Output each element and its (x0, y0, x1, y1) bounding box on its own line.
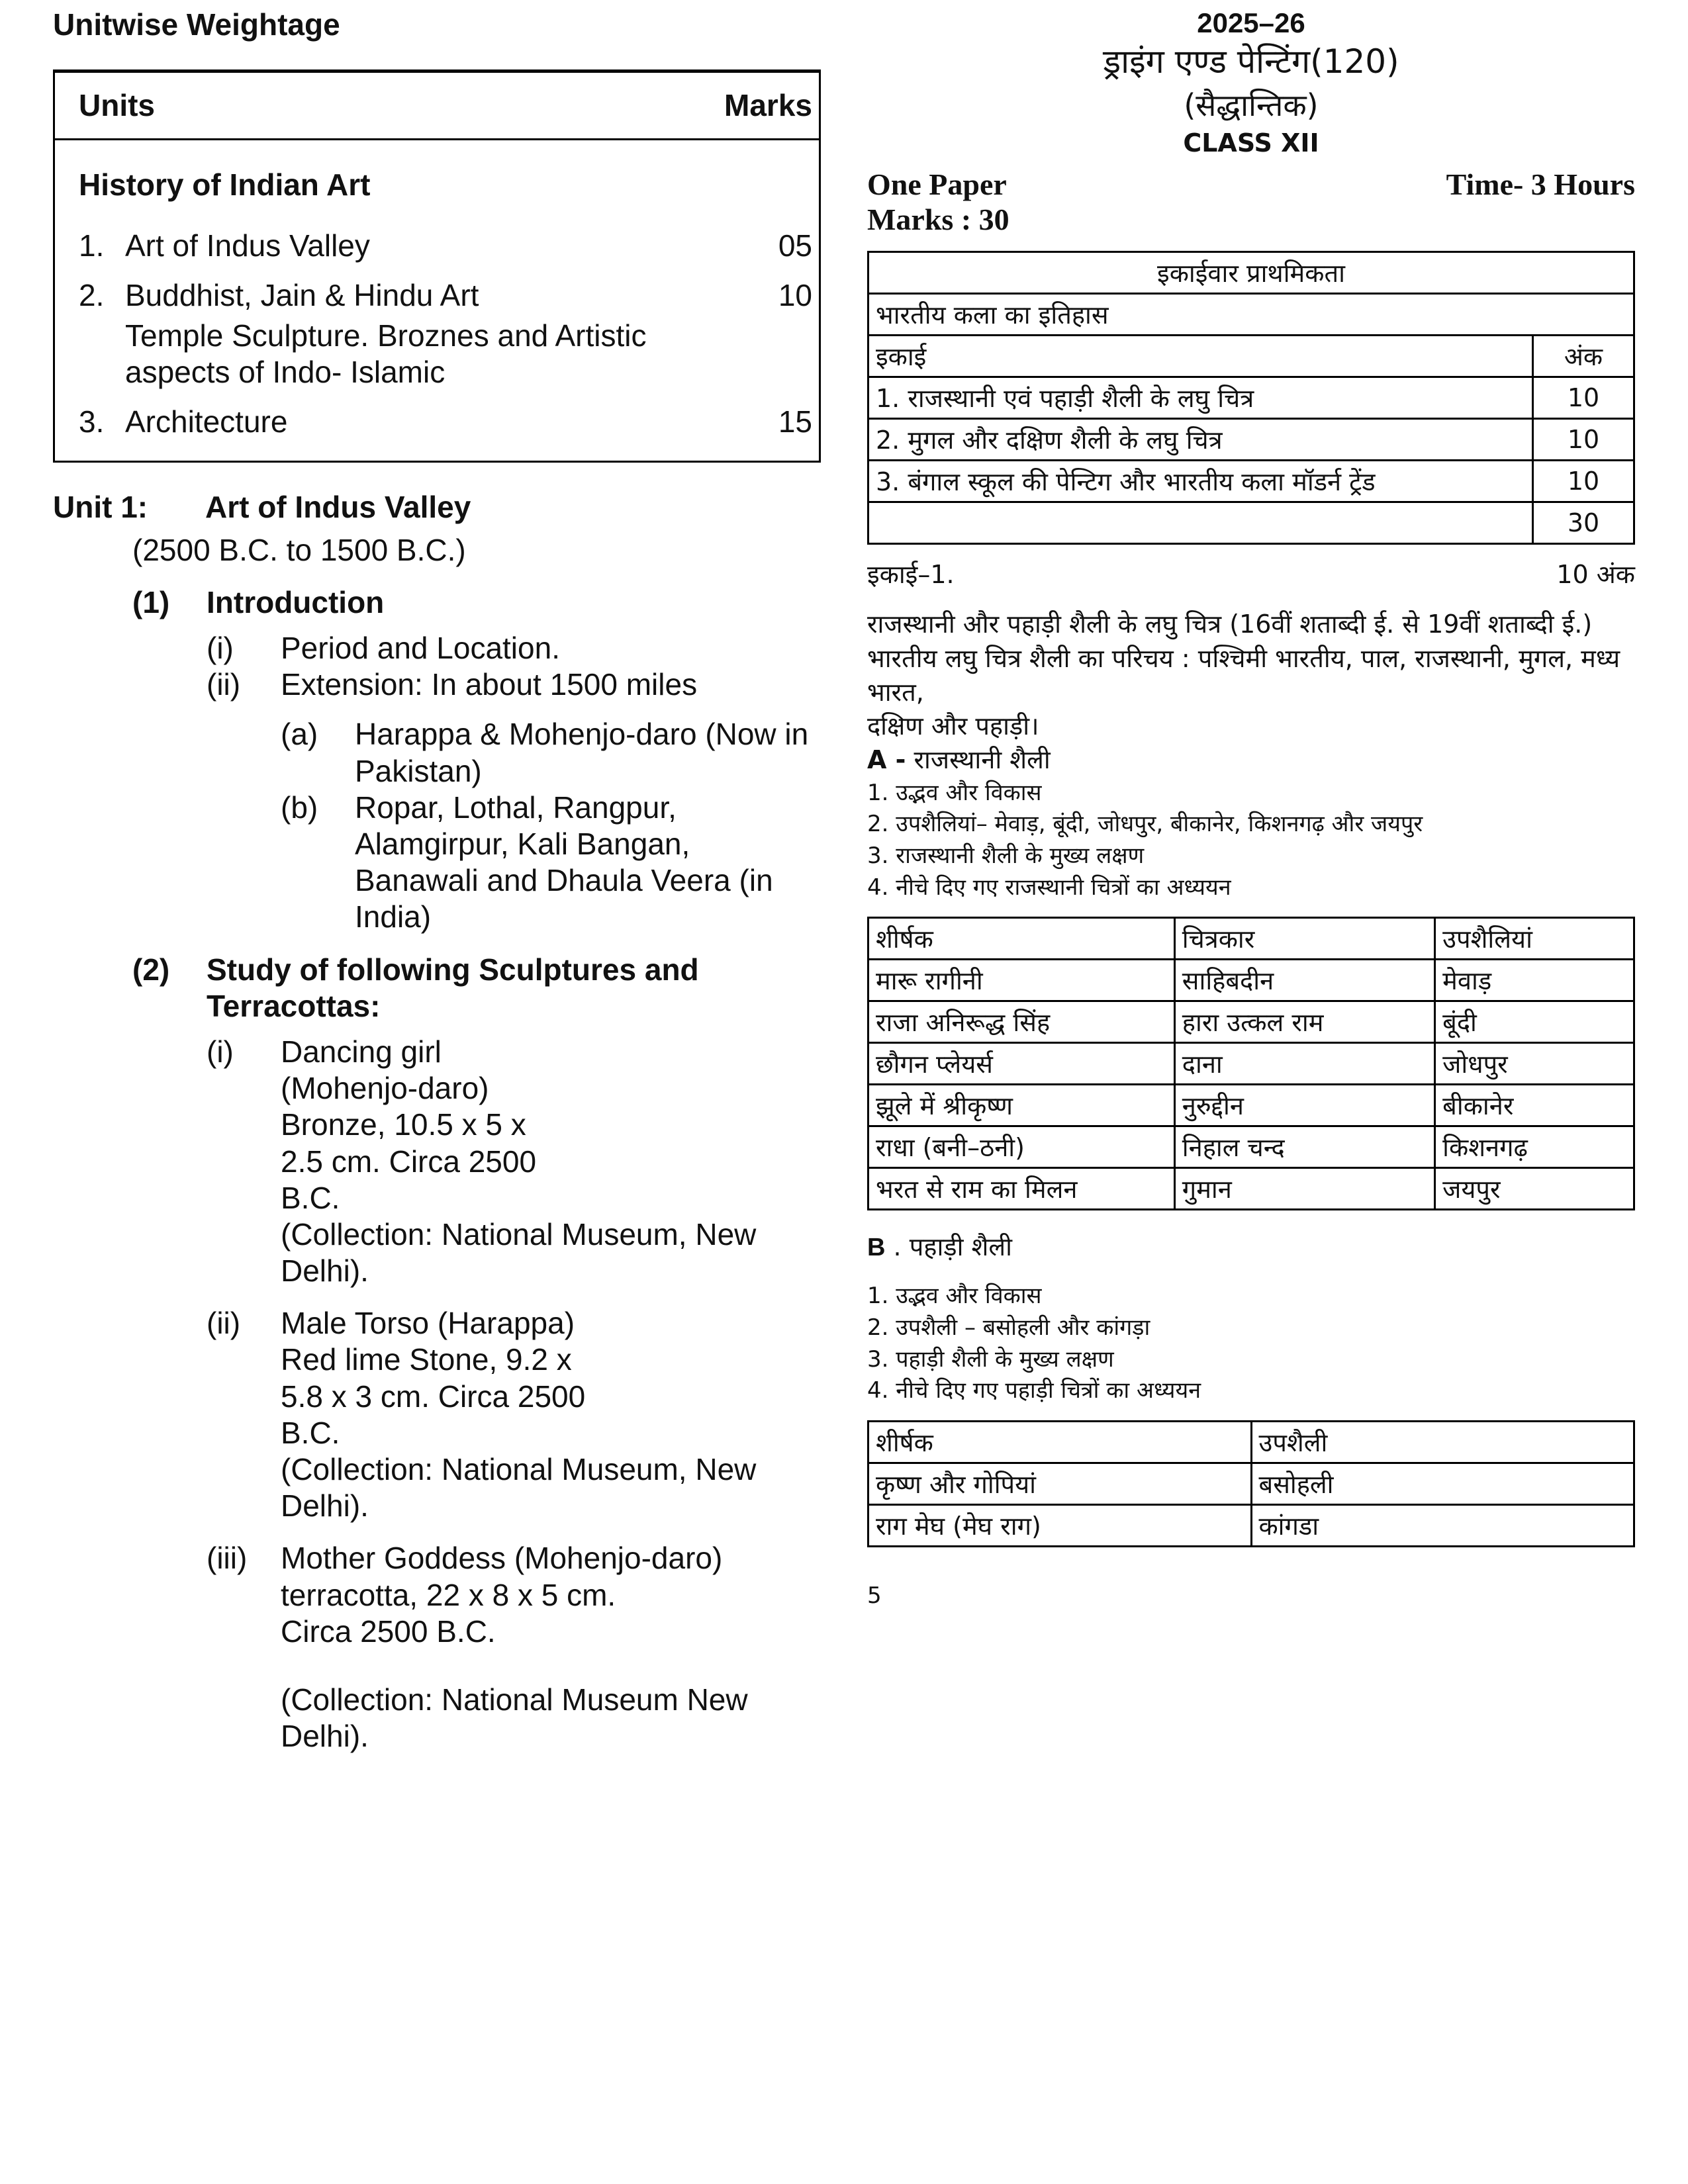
cell-title: कृष्ण और गोपियां (868, 1463, 1252, 1504)
intro-heading: Introduction (207, 584, 385, 619)
total-marks: Marks : 30 (867, 203, 1009, 237)
site-number: (a) (281, 717, 318, 752)
unit-item (79, 318, 812, 390)
header-substyle: उपशैलियां (1435, 918, 1634, 960)
unit-marks: 15 (778, 404, 812, 439)
point-text: Extension: In about 1500 miles (281, 667, 698, 702)
paper-info (867, 167, 1635, 238)
sculpture-line: Bronze, 10.5 x 5 x (281, 1107, 526, 1142)
sites-list (281, 716, 821, 935)
sculpture-line: (Collection: National Museum, New Delhi). (281, 1452, 757, 1524)
hindi-line: भारतीय लघु चित्र शैली का परिचय : पश्चिमी भारतीय, पाल, राजस्थानी, मुगल, मध्य भारत, (867, 643, 1620, 707)
list-item: 2. उपशैलियां– मेवाड़, बूंदी, जोधपुर, बीकानेर, किशनगढ़ और जयपुर (867, 811, 1423, 838)
unit-marks: 10 अंक (1556, 559, 1635, 589)
list-item: 4. नीचे दिए गए राजस्थानी चित्रों का अध्ययन (867, 874, 1231, 901)
unit1-number: Unit 1: (53, 489, 148, 524)
point-number: (ii) (207, 667, 241, 702)
header-title: शीर्षक (868, 918, 1175, 960)
unit1-title: Art of Indus Valley (205, 489, 471, 524)
sculpture-line: Red lime Stone, 9.2 x (281, 1342, 572, 1377)
sculpture-line: B.C. (281, 1415, 340, 1450)
section-heading: History of Indian Art (79, 167, 371, 203)
table-row-label: 2. मुगल और दक्षिण शैली के लघु चित्र (868, 418, 1533, 460)
cell-substyle: बीकानेर (1435, 1085, 1634, 1126)
site-number: (b) (281, 790, 318, 825)
cell-substyle: कांगडा (1251, 1504, 1634, 1546)
hindi-line: दक्षिण और पहाड़ी। (867, 711, 1039, 741)
section-b-heading (867, 1230, 1635, 1265)
table-header-row (868, 918, 1634, 960)
pahari-paintings-table (867, 1420, 1635, 1547)
sculpture-line: Male Torso (Harappa) (281, 1306, 575, 1341)
site (281, 716, 821, 789)
cell-title: भरत से राम का मिलन (868, 1168, 1175, 1210)
weightage-table-header (55, 73, 819, 140)
site (281, 790, 821, 862)
unit-label: Buddhist, Jain & Hindu Art (125, 277, 479, 312)
table-row-label: 1. राजस्थानी एवं पहाड़ी शैली के लघु चित्र (868, 377, 1533, 418)
page-number: 5 (867, 1582, 882, 1609)
point-text: Period and Location. (281, 631, 560, 666)
section-a-heading (867, 743, 1635, 777)
list-item: 4. नीचे दिए गए पहाड़ी चित्रों का अध्ययन (867, 1377, 1201, 1404)
sculpture-details (281, 1540, 821, 1754)
list-item: 1. उद्भव और विकास (867, 1283, 1042, 1310)
unit-item (79, 404, 812, 440)
cell-painter: साहिबदीन (1174, 960, 1434, 1001)
point-number: (i) (207, 631, 234, 666)
table-row (868, 1043, 1634, 1085)
table-row (868, 1001, 1634, 1043)
time-allowed: Time- 3 Hours (1446, 167, 1635, 202)
section-b-title: . पहाड़ी शैली (893, 1232, 1013, 1262)
cell-title: मारू रागीनी (868, 960, 1175, 1001)
site-text: Harappa & Mohenjo-daro (Now in Pakistan) (355, 717, 809, 788)
table-row (868, 418, 1634, 460)
section-a-label: A - (867, 745, 906, 775)
rajasthani-paintings-table (867, 917, 1635, 1210)
intro-number: (1) (132, 584, 170, 619)
section-b-label: B (867, 1234, 886, 1262)
english-section (53, 7, 821, 1754)
unit-heading-row (867, 558, 1635, 592)
unit1-period: (2500 B.C. to 1500 B.C.) (132, 532, 466, 567)
table-row (868, 377, 1634, 418)
column-header-marks: अंक (1533, 335, 1634, 377)
cell-substyle: जोधपुर (1435, 1043, 1634, 1085)
unit-label: Art of Indus Valley (125, 228, 370, 263)
table-row-marks: 10 (1533, 460, 1634, 502)
weightage-title: Unitwise Weightage (53, 7, 340, 42)
column-header-unit: इकाई (868, 335, 1533, 377)
cell-substyle: बसोहली (1251, 1463, 1634, 1504)
header-title: शीर्षक (868, 1421, 1252, 1463)
table-row-marks: 10 (1533, 418, 1634, 460)
sculpture (207, 1305, 821, 1524)
sculpture-number: (i) (207, 1034, 234, 1069)
unit-number: 1. (79, 228, 105, 263)
unit-number: 2. (79, 277, 105, 312)
cell-painter: निहाल चन्द (1174, 1126, 1434, 1168)
sculpture (207, 1034, 821, 1289)
section-label: भारतीय कला का इतिहास (868, 293, 1634, 335)
cell-title: राधा (बनी–ठनी) (868, 1126, 1175, 1168)
year: 2025–26 (1197, 7, 1305, 38)
unit-label-continued: Temple Sculpture. Broznes and Artistic aspects of Indo- Islamic (125, 318, 647, 390)
table-row (868, 1168, 1634, 1210)
table-row (868, 460, 1634, 502)
unit-item (79, 277, 812, 314)
intro-heading-row (132, 584, 821, 621)
cell-title: छौगन प्लेयर्स (868, 1043, 1175, 1085)
list-item: 3. राजस्थानी शैली के मुख्य लक्षण (867, 842, 1145, 869)
study-heading-row (132, 952, 821, 1024)
table-row (868, 960, 1634, 1001)
cell-substyle: जयपुर (1435, 1168, 1634, 1210)
study-number: (2) (132, 952, 170, 987)
sculpture-number: (ii) (207, 1306, 241, 1341)
sculpture-details (281, 1034, 821, 1289)
unit1-heading (53, 489, 821, 525)
section-a-title: राजस्थानी शैली (914, 745, 1051, 775)
table-row-marks: 10 (1533, 377, 1634, 418)
class-label: CLASS XII (1183, 128, 1319, 158)
cell-title: झूले में श्रीकृष्ण (868, 1085, 1175, 1126)
sculpture-line: 2.5 cm. Circa 2500 (281, 1144, 537, 1179)
table-row-label: 3. बंगाल स्कूल की पेन्टिग और भारतीय कला मॉडर्न ट्रेंड (868, 460, 1533, 502)
sculpture-line: Mother Goddess (Mohenjo-daro) terracotta, 22 x 8 x 5 cm. (281, 1541, 723, 1612)
sculptures-list (207, 1034, 821, 1754)
site-text: Ropar, Lothal, Rangpur, Alamgirpur, Kali Bangan, (355, 790, 690, 861)
table-section-row (868, 293, 1634, 335)
cell-painter: दाना (1174, 1043, 1434, 1085)
table-total-marks: 30 (1533, 502, 1634, 543)
table-header-row (868, 335, 1634, 377)
paper-info-left (867, 167, 1009, 238)
cell-title: राग मेघ (मेघ राग) (868, 1504, 1252, 1546)
unit-item (79, 228, 812, 264)
site-text: Banawali and Dhaula Veera (in India) (355, 863, 773, 934)
header-substyle: उपशैली (1251, 1421, 1634, 1463)
hindi-weightage-table (867, 251, 1635, 545)
table-row (868, 1085, 1634, 1126)
sculpture (207, 1540, 821, 1754)
column-header-marks: Marks (724, 88, 812, 123)
sculpture-line: B.C. (281, 1180, 340, 1215)
sculpture-line: Dancing girl (281, 1034, 442, 1069)
table-row (868, 1504, 1634, 1546)
cell-title: राजा अनिरूद्ध सिंह (868, 1001, 1175, 1043)
table-total-row (868, 502, 1634, 543)
point (207, 630, 821, 666)
cell-painter: गुमान (1174, 1168, 1434, 1210)
subject-title: ड्राइंग एण्ड पेन्टिंग(120) (1103, 42, 1399, 81)
hindi-line: राजस्थानी और पहाड़ी शैली के लघु चित्र (16वीं शताब्दी ई. से 19वीं शताब्दी ई.) (867, 610, 1593, 639)
unit-label: Architecture (125, 404, 288, 439)
unit-marks: 10 (778, 277, 812, 312)
table-header-row (868, 1421, 1634, 1463)
paper-type: (सैद्धान्तिक) (1184, 87, 1319, 123)
sculpture-line: (Collection: National Museum, New Delhi). (281, 1216, 757, 1289)
site (281, 862, 821, 935)
sculpture-line: 5.8 x 3 cm. Circa 2500 (281, 1379, 586, 1414)
sculpture-line: Circa 2500 B.C. (281, 1614, 496, 1649)
table-title: इकाईवार प्राथमिकता (868, 251, 1634, 293)
column-header-units: Units (79, 88, 155, 123)
point (207, 666, 821, 703)
hindi-section (867, 7, 1635, 1612)
cell-substyle: बूंदी (1435, 1001, 1634, 1043)
cell-painter: हारा उत्कल राम (1174, 1001, 1434, 1043)
sculpture-number: (iii) (207, 1541, 248, 1576)
sculpture-details (281, 1305, 821, 1524)
list-item: 3. पहाड़ी शैली के मुख्य लक्षण (867, 1345, 1114, 1373)
total-blank (868, 502, 1533, 543)
list-item: 1. उद्भव और विकास (867, 779, 1042, 806)
cell-substyle: मेवाड़ (1435, 960, 1634, 1001)
sculpture-line: (Mohenjo-daro) (281, 1071, 489, 1106)
cell-painter: नुरुद्दीन (1174, 1085, 1434, 1126)
list-item: 2. उपशैली – बसोहली और कांगड़ा (867, 1314, 1150, 1341)
study-heading: Study of following Sculptures and Terracottas: (207, 952, 699, 1023)
weightage-table-body (55, 140, 819, 460)
cell-substyle: किशनगढ़ (1435, 1126, 1634, 1168)
table-title-row (868, 251, 1634, 293)
unit-marks: 05 (778, 228, 812, 263)
table-row (868, 1126, 1634, 1168)
header-painter: चित्रकार (1174, 918, 1434, 960)
unit-number: 3. (79, 404, 105, 439)
intro-points (207, 630, 821, 936)
one-paper: One Paper (867, 167, 1007, 202)
unit-label: इकाई–1. (867, 559, 955, 589)
weightage-table (53, 69, 821, 462)
sculpture-collection: (Collection: National Museum New Delhi). (281, 1682, 748, 1754)
table-row (868, 1463, 1634, 1504)
